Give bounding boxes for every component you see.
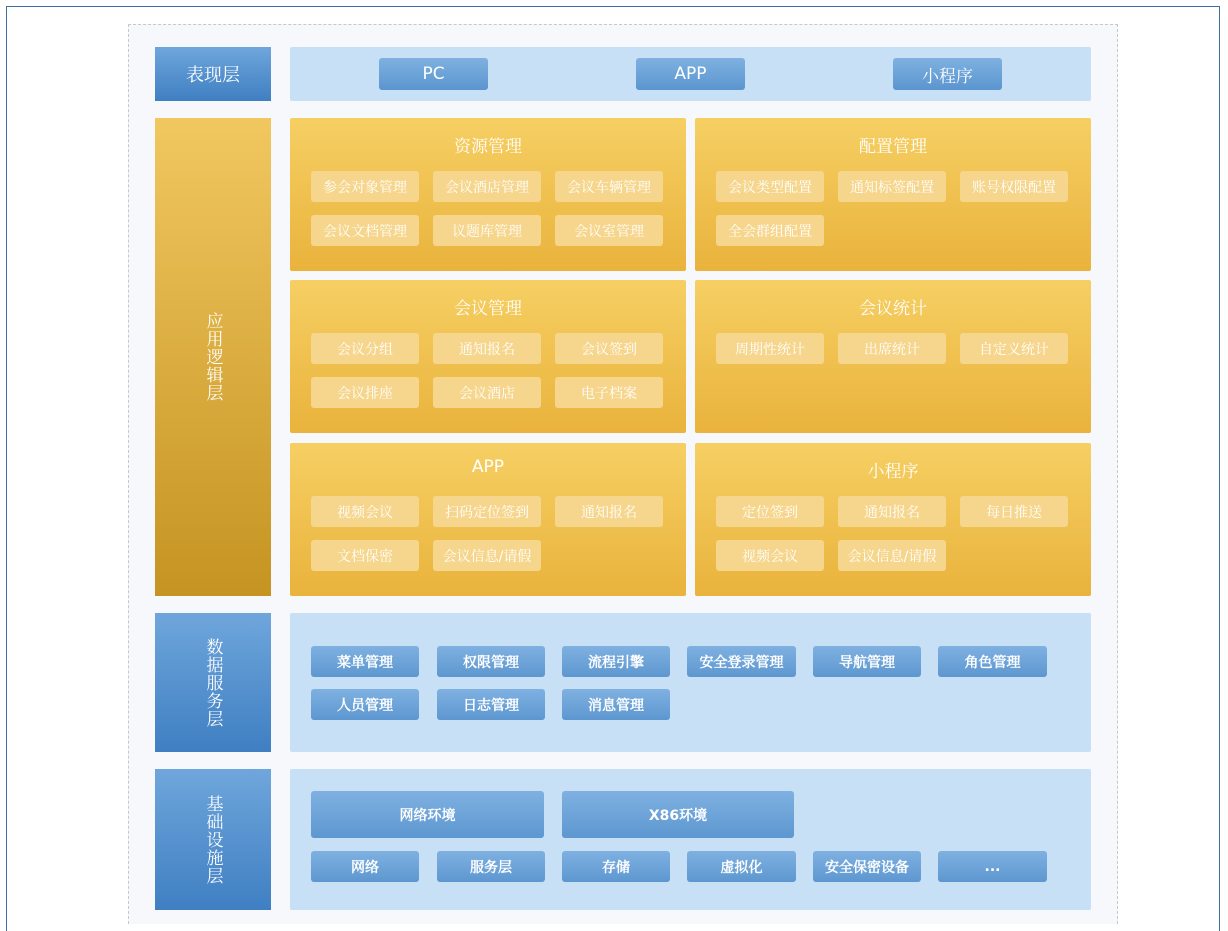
- layer-label-data-service: 数据服务层: [155, 613, 271, 752]
- panel-title: 小程序: [867, 462, 919, 482]
- layer-label-application: 应用逻辑层: [155, 118, 271, 596]
- data-service-item: 日志管理: [437, 689, 545, 720]
- config-item: 账号权限配置: [960, 171, 1068, 202]
- data-service-item: 角色管理: [938, 646, 1047, 677]
- infra-item: 服务层: [437, 851, 545, 882]
- data-service-item: 菜单管理: [311, 646, 419, 677]
- infra-item: 存储: [562, 851, 670, 882]
- presentation-pc-button: PC: [379, 58, 488, 90]
- panel-resource-management: [290, 118, 686, 271]
- config-item: 全会群组配置: [716, 215, 824, 246]
- data-service-item: 安全登录管理: [687, 646, 796, 677]
- config-item: 会议类型配置: [716, 171, 824, 202]
- miniprogram-item: 定位签到: [716, 496, 824, 527]
- statistics-item: 周期性统计: [716, 333, 824, 364]
- infra-item-ellipsis: ...: [938, 851, 1047, 882]
- panel-title: 配置管理: [859, 137, 927, 157]
- panel-title: APP: [471, 457, 505, 477]
- panel-miniprogram: [695, 443, 1091, 596]
- miniprogram-item: 通知报名: [838, 496, 946, 527]
- data-service-item: 消息管理: [562, 689, 670, 720]
- app-item: 会议信息/请假: [433, 540, 541, 571]
- x86-environment-box: X86环境: [562, 791, 794, 838]
- resource-item: 会议室管理: [555, 215, 663, 246]
- resource-item: 参会对象管理: [311, 171, 419, 202]
- meeting-item: 会议签到: [555, 333, 663, 364]
- app-item: 通知报名: [555, 496, 663, 527]
- resource-item: 会议车辆管理: [555, 171, 663, 202]
- data-service-panel: [290, 613, 1091, 752]
- panel-title: 会议管理: [454, 299, 522, 319]
- layer-label-infrastructure: 基础设施层: [155, 769, 271, 910]
- config-item: 通知标签配置: [838, 171, 946, 202]
- meeting-item: 会议酒店: [433, 377, 541, 408]
- panel-title: 资源管理: [454, 137, 522, 157]
- app-item: 视频会议: [311, 496, 419, 527]
- presentation-app-button: APP: [636, 58, 745, 90]
- data-service-item: 导航管理: [813, 646, 921, 677]
- panel-meeting-management: [290, 280, 686, 433]
- data-service-item: 权限管理: [437, 646, 545, 677]
- resource-item: 会议酒店管理: [433, 171, 541, 202]
- miniprogram-item: 视频会议: [716, 540, 824, 571]
- layer-label-presentation: 表现层: [155, 47, 271, 101]
- resource-item: 议题库管理: [433, 215, 541, 246]
- resource-item: 会议文档管理: [311, 215, 419, 246]
- meeting-item: 电子档案: [555, 377, 663, 408]
- statistics-item: 出席统计: [838, 333, 946, 364]
- panel-title: 会议统计: [859, 299, 927, 319]
- infra-item: 安全保密设备: [813, 851, 921, 882]
- meeting-item: 会议排座: [311, 377, 419, 408]
- network-environment-box: 网络环境: [311, 791, 544, 838]
- panel-config-management: [695, 118, 1091, 271]
- panel-app: [290, 443, 686, 596]
- meeting-item: 会议分组: [311, 333, 419, 364]
- app-item: 文档保密: [311, 540, 419, 571]
- infra-item: 虚拟化: [687, 851, 796, 882]
- statistics-item: 自定义统计: [960, 333, 1068, 364]
- presentation-miniprogram-button: 小程序: [893, 58, 1002, 90]
- panel-meeting-statistics: [695, 280, 1091, 433]
- data-service-item: 人员管理: [311, 689, 419, 720]
- data-service-item: 流程引擎: [562, 646, 670, 677]
- infra-item: 网络: [311, 851, 419, 882]
- app-item: 扫码定位签到: [433, 496, 541, 527]
- miniprogram-item: 会议信息/请假: [838, 540, 946, 571]
- miniprogram-item: 每日推送: [960, 496, 1068, 527]
- meeting-item: 通知报名: [433, 333, 541, 364]
